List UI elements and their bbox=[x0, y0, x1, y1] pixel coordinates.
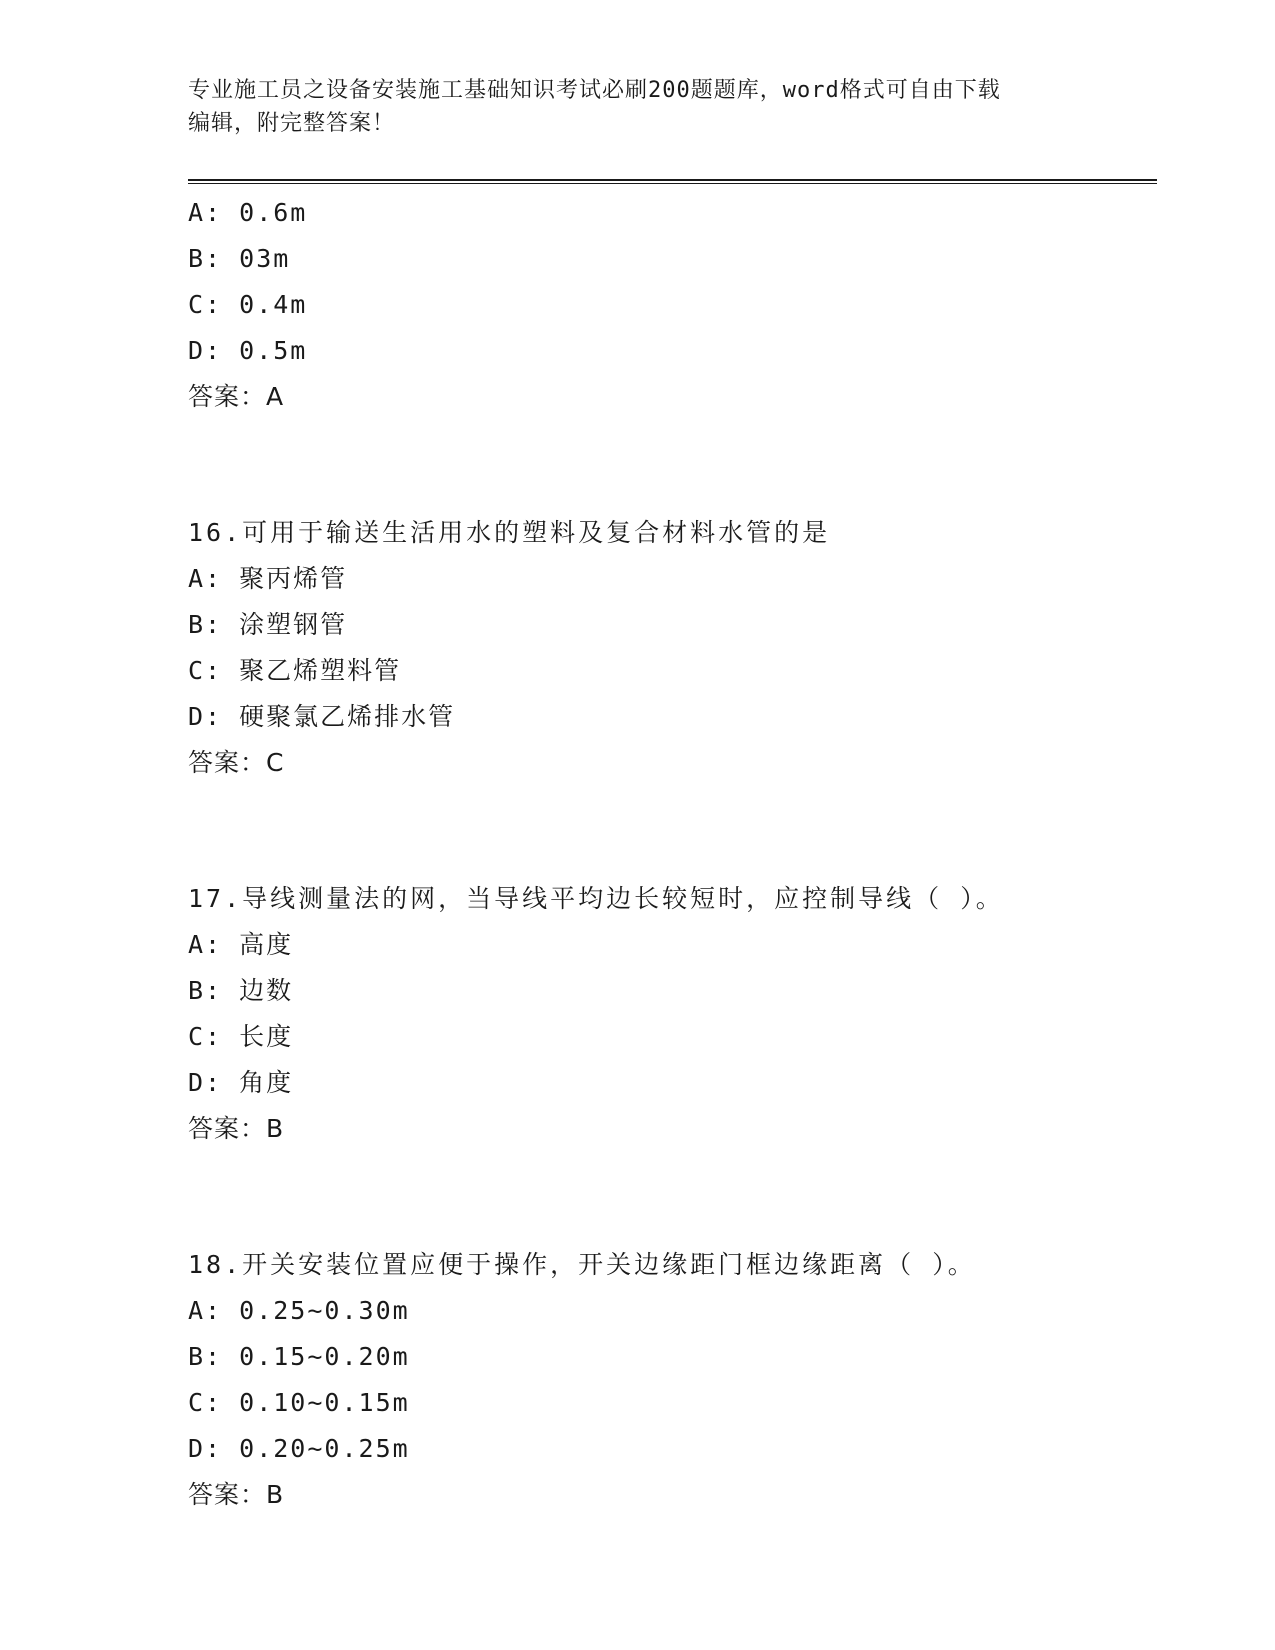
header-line-2: 编辑，附完整答案！ bbox=[188, 111, 396, 136]
header-divider-thick bbox=[188, 179, 1157, 181]
option-a: A: 聚丙烯管 bbox=[188, 564, 348, 593]
option-d: D: 0.5m bbox=[188, 336, 308, 365]
document-header bbox=[188, 74, 1088, 140]
question-block-18 bbox=[188, 1242, 1157, 1518]
option-b: B: 边数 bbox=[188, 976, 294, 1005]
option-b: B: 0.15~0.20m bbox=[188, 1342, 410, 1371]
option-a: A: 0.25~0.30m bbox=[188, 1296, 410, 1325]
option-a: A: 高度 bbox=[188, 930, 294, 959]
answer-line: 答案：A bbox=[188, 382, 285, 411]
option-c: C: 长度 bbox=[188, 1022, 294, 1051]
question-title: 16.可用于输送生活用水的塑料及复合材料水管的是 bbox=[188, 518, 831, 547]
option-c: C: 0.10~0.15m bbox=[188, 1388, 410, 1417]
option-b: B: 03m bbox=[188, 244, 291, 273]
answer-line: 答案：B bbox=[188, 1114, 285, 1143]
question-block-17 bbox=[188, 876, 1157, 1152]
header-divider-thin bbox=[188, 183, 1157, 184]
question-title: 18.开关安装位置应便于操作，开关边缘距门框边缘距离（ ）。 bbox=[188, 1250, 976, 1279]
option-c: C: 聚乙烯塑料管 bbox=[188, 656, 402, 685]
option-b: B: 涂塑钢管 bbox=[188, 610, 348, 639]
option-d: D: 0.20~0.25m bbox=[188, 1434, 410, 1463]
option-a: A: 0.6m bbox=[188, 198, 308, 227]
question-block-partial bbox=[188, 190, 1157, 420]
header-line-1: 专业施工员之设备安装施工基础知识考试必刷200题题库，word格式可自由下载 bbox=[188, 78, 1001, 103]
option-c: C: 0.4m bbox=[188, 290, 308, 319]
answer-line: 答案：C bbox=[188, 748, 285, 777]
option-d: D: 硬聚氯乙烯排水管 bbox=[188, 702, 456, 731]
answer-line: 答案：B bbox=[188, 1480, 285, 1509]
question-block-16 bbox=[188, 510, 1157, 786]
question-list bbox=[188, 190, 1157, 1518]
option-d: D: 角度 bbox=[188, 1068, 294, 1097]
question-title: 17.导线测量法的网，当导线平均边长较短时，应控制导线（ ）。 bbox=[188, 884, 1004, 913]
